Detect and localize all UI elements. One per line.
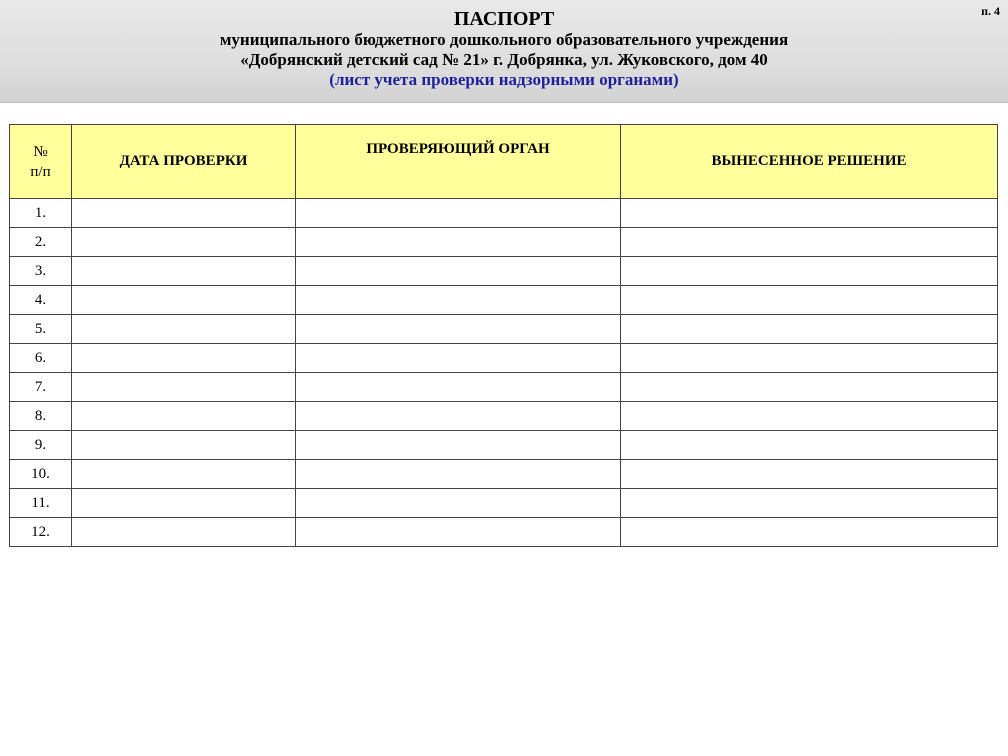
organ-cell[interactable] xyxy=(296,460,621,489)
table-row xyxy=(10,344,998,373)
date-cell[interactable] xyxy=(72,460,296,489)
date-cell[interactable] xyxy=(72,402,296,431)
date-cell[interactable] xyxy=(72,315,296,344)
table-body xyxy=(10,199,998,547)
table-row xyxy=(10,460,998,489)
decision-cell[interactable] xyxy=(621,286,998,315)
date-cell[interactable] xyxy=(72,431,296,460)
organ-cell[interactable] xyxy=(296,286,621,315)
row-number: 9. xyxy=(10,431,72,460)
row-number: 7. xyxy=(10,373,72,402)
row-number: 12. xyxy=(10,518,72,547)
title-block xyxy=(0,8,1008,90)
row-number: 1. xyxy=(10,199,72,228)
decision-cell[interactable] xyxy=(621,489,998,518)
row-number: 2. xyxy=(10,228,72,257)
header-date: ДАТА ПРОВЕРКИ xyxy=(72,125,296,199)
table-row xyxy=(10,373,998,402)
date-cell[interactable] xyxy=(72,518,296,547)
decision-cell[interactable] xyxy=(621,373,998,402)
decision-cell[interactable] xyxy=(621,315,998,344)
inspection-table xyxy=(9,124,998,547)
decision-cell[interactable] xyxy=(621,228,998,257)
table-row xyxy=(10,402,998,431)
decision-cell[interactable] xyxy=(621,344,998,373)
header-band xyxy=(0,0,1008,103)
page-title: ПАСПОРТ xyxy=(453,8,555,30)
date-cell[interactable] xyxy=(72,257,296,286)
organ-cell[interactable] xyxy=(296,344,621,373)
table-row xyxy=(10,315,998,344)
header-number xyxy=(10,125,72,199)
header-organ: ПРОВЕРЯЮЩИЙ ОРГАН xyxy=(296,125,621,199)
decision-cell[interactable] xyxy=(621,257,998,286)
organ-cell[interactable] xyxy=(296,199,621,228)
date-cell[interactable] xyxy=(72,286,296,315)
page-subtitle: (лист учета проверки надзорными органами) xyxy=(329,70,679,89)
decision-cell[interactable] xyxy=(621,199,998,228)
decision-cell[interactable] xyxy=(621,460,998,489)
date-cell[interactable] xyxy=(72,489,296,518)
row-number: 5. xyxy=(10,315,72,344)
organ-cell[interactable] xyxy=(296,518,621,547)
table-row xyxy=(10,199,998,228)
header-decision: ВЫНЕСЕННОЕ РЕШЕНИЕ xyxy=(621,125,998,199)
organ-cell[interactable] xyxy=(296,431,621,460)
table-row xyxy=(10,257,998,286)
organ-cell[interactable] xyxy=(296,228,621,257)
decision-cell[interactable] xyxy=(621,402,998,431)
institution-address: «Добрянский детский сад № 21» г. Добрянка, ул. Жуковского, дом 40 xyxy=(240,50,768,69)
table-row xyxy=(10,286,998,315)
decision-cell[interactable] xyxy=(621,518,998,547)
organ-cell[interactable] xyxy=(296,257,621,286)
organ-cell[interactable] xyxy=(296,315,621,344)
date-cell[interactable] xyxy=(72,373,296,402)
row-number: 8. xyxy=(10,402,72,431)
row-number: 3. xyxy=(10,257,72,286)
organ-cell[interactable] xyxy=(296,373,621,402)
date-cell[interactable] xyxy=(72,199,296,228)
date-cell[interactable] xyxy=(72,344,296,373)
row-number: 10. xyxy=(10,460,72,489)
table-row xyxy=(10,228,998,257)
decision-cell[interactable] xyxy=(621,431,998,460)
date-cell[interactable] xyxy=(72,228,296,257)
table-row xyxy=(10,489,998,518)
table-row xyxy=(10,431,998,460)
table-row xyxy=(10,518,998,547)
row-number: 4. xyxy=(10,286,72,315)
row-number: 11. xyxy=(10,489,72,518)
header-number-abbr: п/п xyxy=(30,163,51,180)
header-number-symbol: № xyxy=(33,143,48,160)
page-number: п. 4 xyxy=(981,4,1000,18)
institution-line: муниципального бюджетного дошкольного образовательного учреждения xyxy=(219,30,789,49)
table-header-row xyxy=(10,125,998,199)
organ-cell[interactable] xyxy=(296,402,621,431)
row-number: 6. xyxy=(10,344,72,373)
organ-cell[interactable] xyxy=(296,489,621,518)
